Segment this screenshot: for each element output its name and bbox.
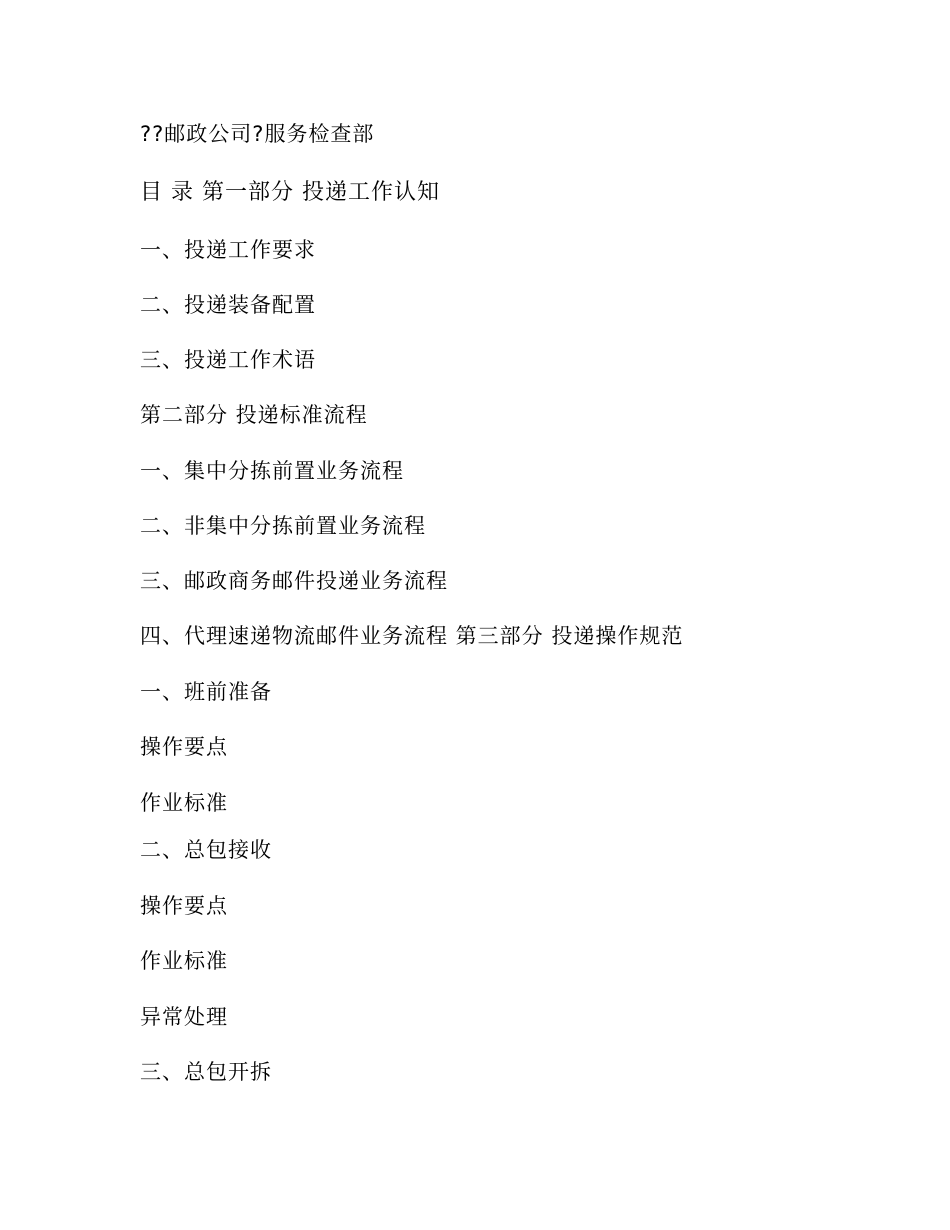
toc-item: 一、集中分拣前置业务流程 [140,459,404,483]
toc-item: 三、邮政商务邮件投递业务流程 [140,569,448,593]
header-org-line: ??邮政公司?服务检查部 [140,122,375,146]
toc-item: 三、投递工作术语 [140,348,316,372]
toc-item: 一、班前准备 [140,680,272,704]
toc-subitem: 作业标准 [140,791,228,815]
toc-item: 二、总包接收 [140,838,272,862]
toc-item: 二、非集中分拣前置业务流程 [140,514,426,538]
toc-title-part-one: 目 录 第一部分 投递工作认知 [140,180,440,205]
toc-item: 四、代理速递物流邮件业务流程 第三部分 投递操作规范 [140,624,684,648]
toc-subitem: 操作要点 [140,735,228,759]
toc-subitem: 异常处理 [140,1005,228,1029]
toc-item: 一、投递工作要求 [140,238,316,262]
toc-item: 三、总包开拆 [140,1060,272,1084]
toc-item: 二、投递装备配置 [140,293,316,317]
toc-subitem: 操作要点 [140,894,228,918]
toc-part-heading: 第二部分 投递标准流程 [140,403,368,427]
toc-subitem: 作业标准 [140,949,228,973]
